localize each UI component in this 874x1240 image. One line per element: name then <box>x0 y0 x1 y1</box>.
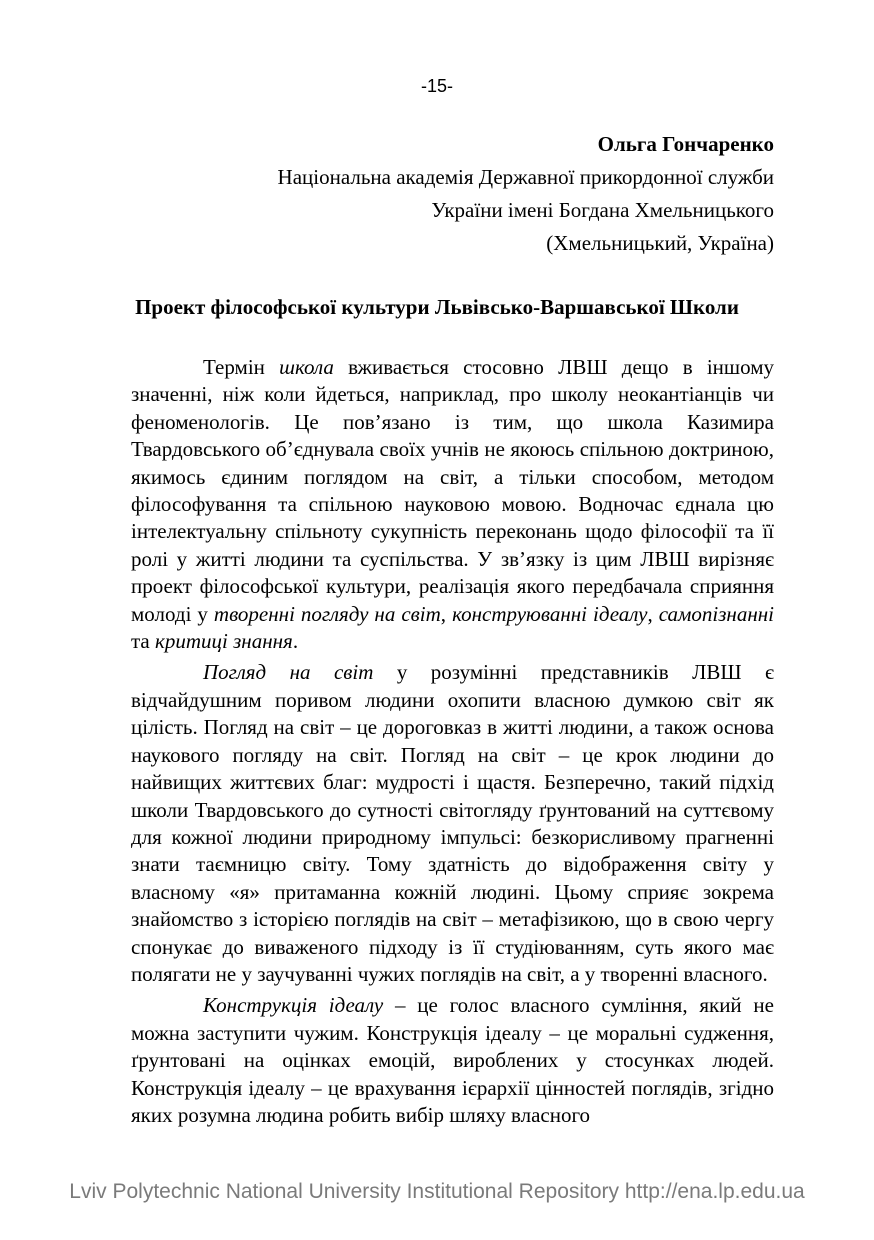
page-number: -15- <box>420 76 453 96</box>
paragraph-2 <box>131 659 774 988</box>
author-affiliation-line1: Національна академія Державної прикордонної служби <box>277 165 774 189</box>
emphasis: школа <box>279 355 334 379</box>
emphasis: конструюванні ідеалу <box>452 601 648 626</box>
emphasis: Погляд на світ <box>203 660 374 685</box>
emphasis: критиці знання <box>155 629 293 654</box>
article-body <box>131 354 774 1133</box>
paragraph-text: та <box>131 629 156 654</box>
author-location: (Хмельницький, Україна) <box>546 231 774 255</box>
repository-footer: Lviv Polytechnic National University Institutional Repository http://ena.lp.edu.ua <box>69 1180 805 1203</box>
emphasis: самопізнанні <box>658 601 775 626</box>
paragraph-text: . <box>292 629 299 654</box>
author-affiliation-line2: України імені Богдана Хмельницького <box>431 198 774 222</box>
author-name: Ольга Гончаренко <box>597 132 774 156</box>
article-title: Проект філософської культури Львівсько-Варшавської Школи <box>135 295 739 319</box>
author-block <box>74 128 774 260</box>
paragraph-text: у розумінні представників ЛВШ є відчайдушним поривом людини охопити власною думкою світ як цілість. Погляд на світ – це дороговказ в житті людини, а також основа наукового погляду на світ. Погляд на світ – це крок людини до найвищих життєвих благ: мудрості і щастя. Безперечно, такий підхід школи Твардовського до сутності світогляду ґрунтований на суттєвому для кожної людини природному імпульсі: безкорисливому прагненні знати таємницю світу. Тому здатність до відображення світу у власному «я» притаманна кожній людині. Цьому сприяє зокрема знайомство з історією поглядів на світ – метафізикою, що в свою чергу спонукає до виваженого підходу із її студіюванням, суть якого має полягати не у заучуванні чужих поглядів на світ, а у творенні власного. <box>131 660 774 986</box>
paragraph-text: – це голос власного сумління, який не можна заступити чужим. Конструкція ідеалу – це моральні судження, ґрунтовані на оцінках емоцій, вироблених у стосунках людей. Конструкція ідеалу – це врахування ієрархії цінностей поглядів, згідно яких розумна людина робить вибір шляху власного <box>131 993 774 1127</box>
paragraph-3 <box>131 992 774 1129</box>
paragraph-text: , <box>647 601 659 626</box>
paragraph-text: вживається стосовно ЛВШ дещо в іншому значенні, ніж коли йдеться, наприклад, про школу неокантіанців чи феноменологів. Це пов’язано із тим, що школа Казимира Твардовського об’єднувала своїх учнів не якоюсь спільною доктриною, якимось єдиним поглядом на світ, а тільки способом, методом філософування та спільною науковою мовою. Водночас єднала цю інтелектуальну спільноту сукупність переконань щодо філософії та її ролі у житті людини та суспільства. У зв’язку із цим ЛВШ вирізняє проект філософської культури, реалізація якого передбачала сприяння молоді у <box>131 355 774 626</box>
paragraph-1 <box>131 354 774 655</box>
emphasis: творенні погляду на світ <box>213 601 441 626</box>
paragraph-text: , <box>440 601 453 626</box>
paragraph-text: Термін <box>203 355 280 379</box>
emphasis: Конструкція ідеалу <box>203 993 384 1018</box>
